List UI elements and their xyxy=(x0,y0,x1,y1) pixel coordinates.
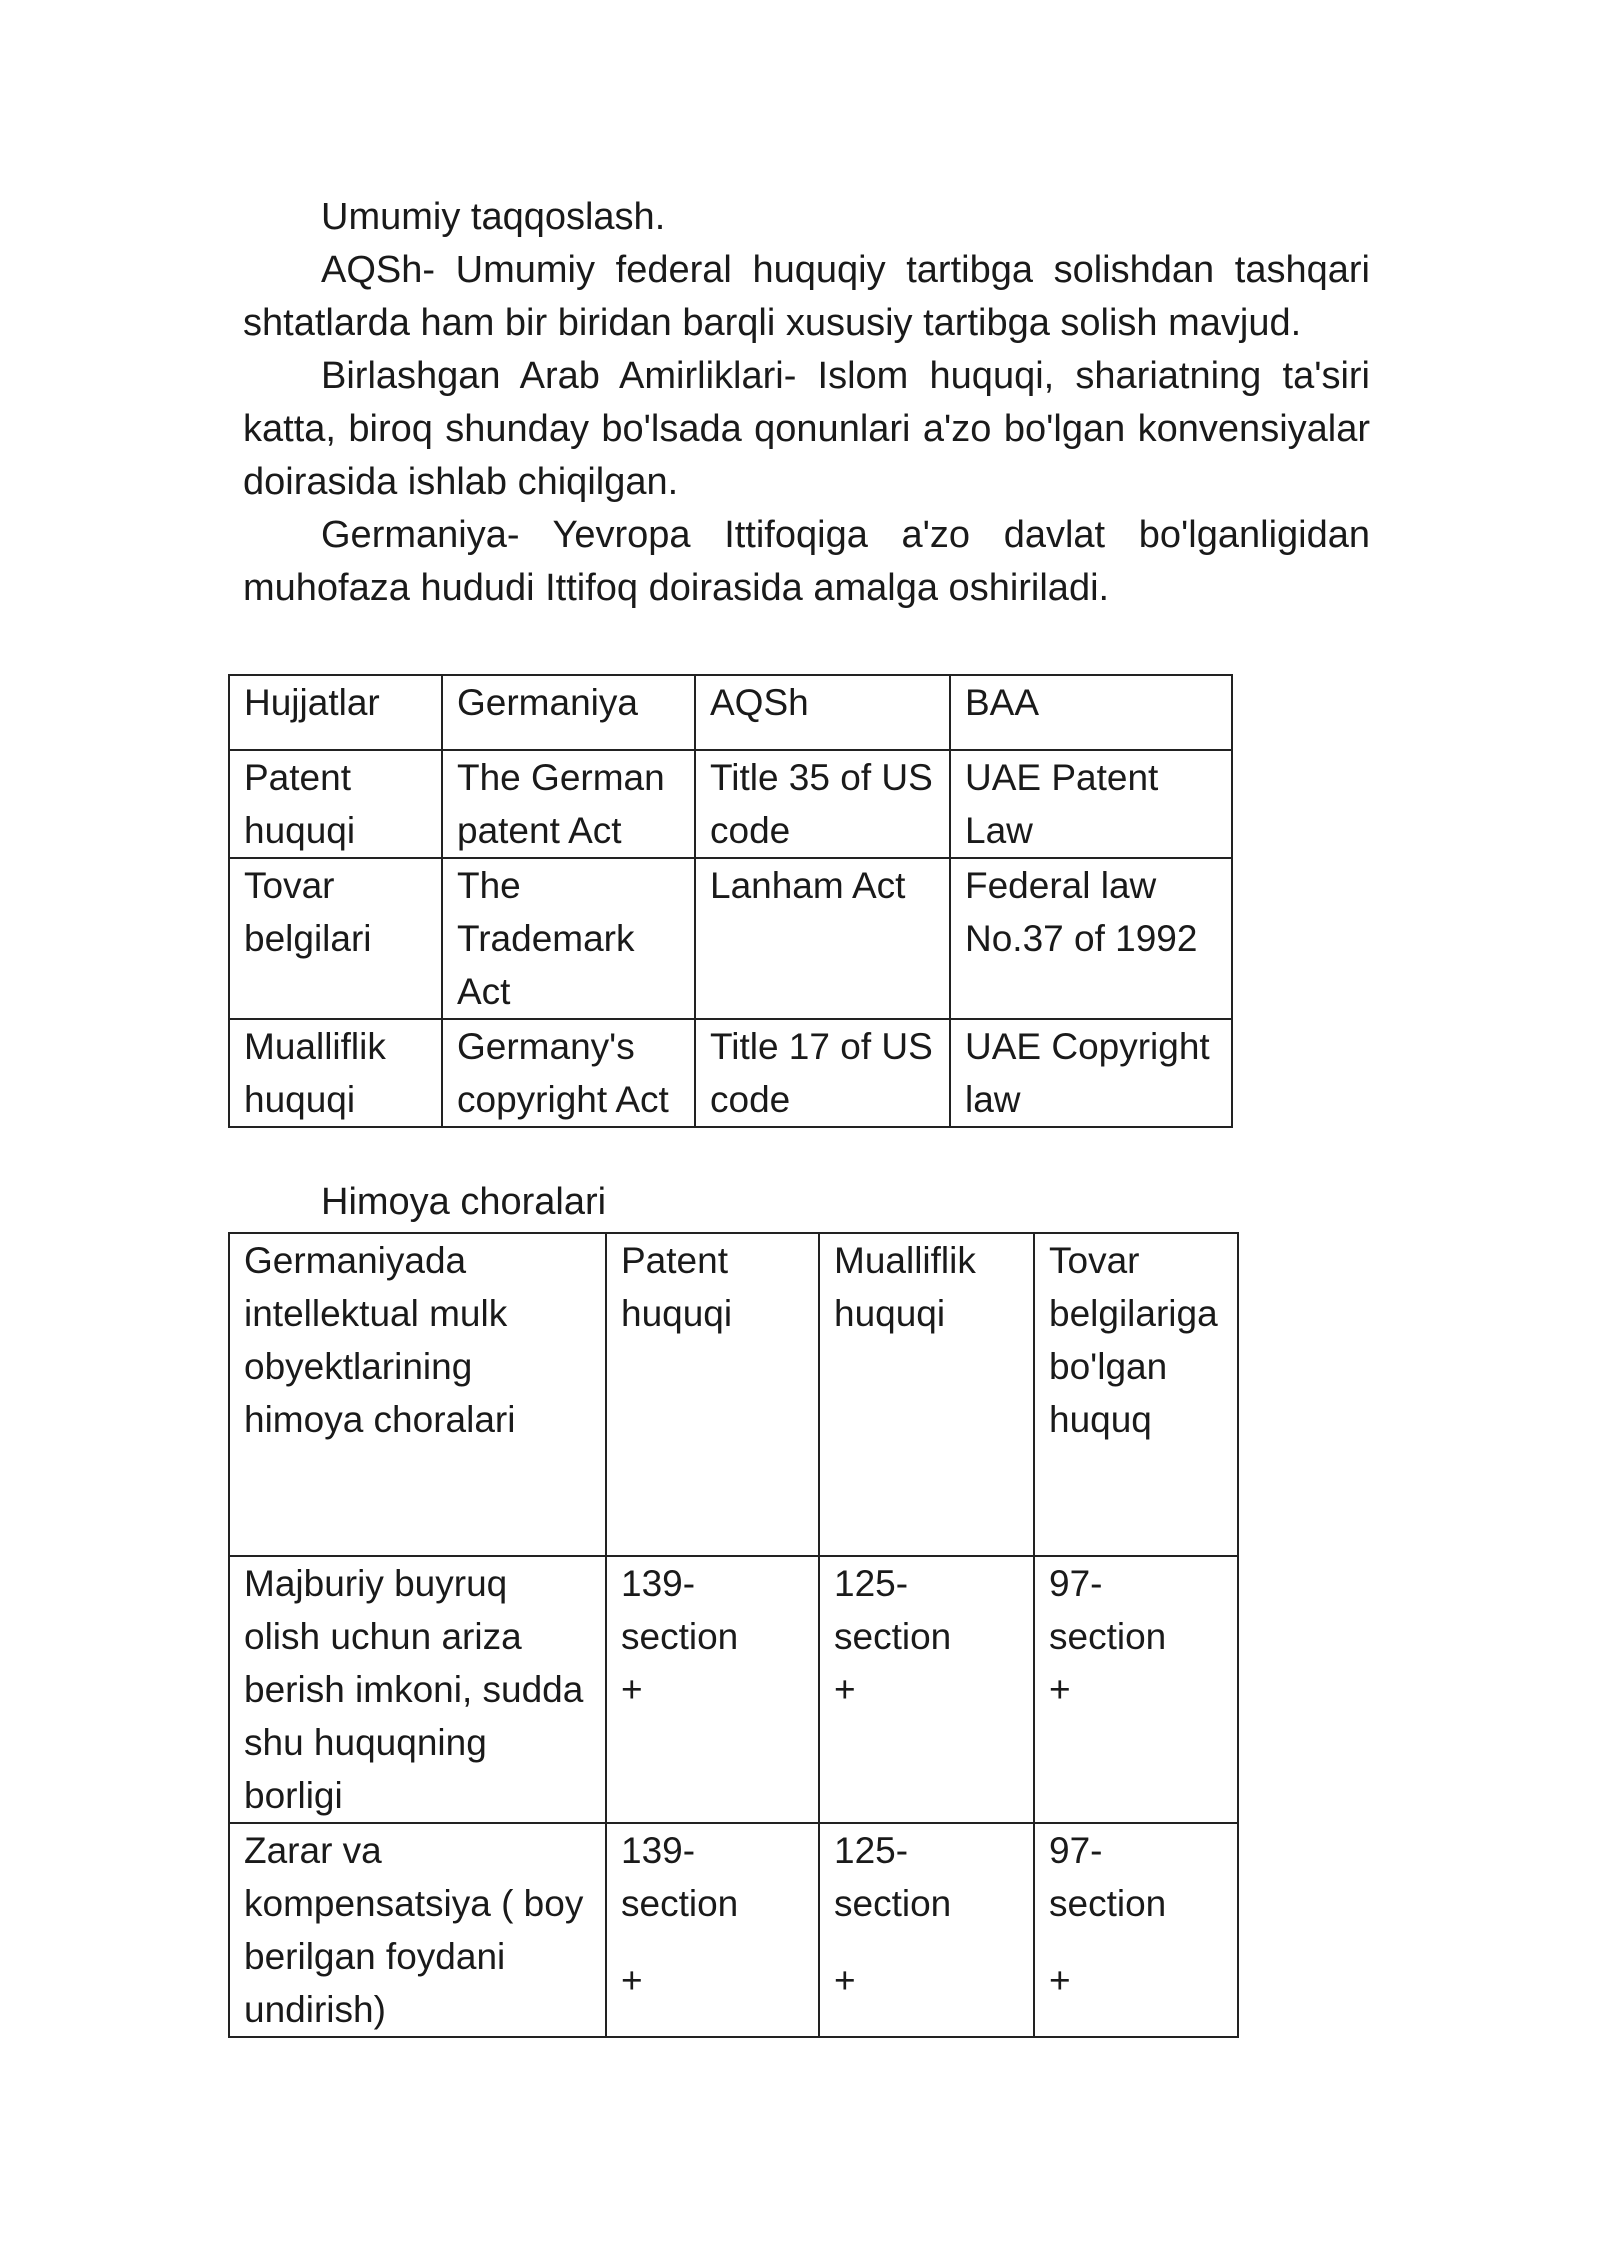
table-cell: Patent huquqi xyxy=(229,750,442,858)
header-cell: Germaniya xyxy=(442,675,695,750)
header-cell: AQSh xyxy=(695,675,950,750)
section-number: 97- xyxy=(1049,1563,1103,1604)
table-cell xyxy=(1034,1823,1238,2037)
table-cell: UAE Copyright law xyxy=(950,1019,1232,1127)
paragraph-uae: Birlashgan Arab Amirliklari- Islom huquqi, shariatning ta'siri katta, biroq shunday bo'lsada qonunlari a'zo bo'lgan konvensiyalar doirasida ishlab chiqilgan. xyxy=(243,355,1370,503)
section-word: section xyxy=(1049,1616,1167,1657)
table-row xyxy=(229,858,1232,1019)
header-cell: Tovar belgilariga bo'lgan huquq xyxy=(1034,1233,1238,1556)
section-number: 125- xyxy=(834,1563,909,1604)
table-cell: Title 35 of US code xyxy=(695,750,950,858)
table-cell xyxy=(1034,1556,1238,1823)
section-number: 125- xyxy=(834,1830,909,1871)
table-cell: Germany's copyright Act xyxy=(442,1019,695,1127)
table-row xyxy=(229,750,1232,858)
table-cell: The Trademark Act xyxy=(442,858,695,1019)
section-word: section xyxy=(621,1883,739,1924)
table-cell: The German patent Act xyxy=(442,750,695,858)
plus-mark: + xyxy=(834,1669,856,1710)
section-word: section xyxy=(834,1883,952,1924)
table-cell: Federal law No.37 of 1992 xyxy=(950,858,1232,1019)
table-cell: Tovar belgilari xyxy=(229,858,442,1019)
section-word: section xyxy=(1049,1883,1167,1924)
documents-table xyxy=(228,674,1233,1128)
intro-text xyxy=(243,191,1370,615)
header-cell: BAA xyxy=(950,675,1232,750)
plus-mark: + xyxy=(1049,1669,1071,1710)
table-cell xyxy=(606,1556,819,1823)
row-label: Majburiy buyruq olish uchun ariza berish imkoni, sudda shu huquqning borligi xyxy=(229,1556,606,1823)
section-word: section xyxy=(834,1616,952,1657)
paragraph-heading: Umumiy taqqoslash. xyxy=(321,196,666,238)
table-cell xyxy=(606,1823,819,2037)
header-cell: Germaniyada intellektual mulk obyektlarining himoya choralari xyxy=(229,1233,606,1556)
row-label: Zarar va kompensatsiya ( boy berilgan foydani undirish) xyxy=(229,1823,606,2037)
paragraph-germany: Germaniya- Yevropa Ittifoqiga a'zo davlat bo'lganligidan muhofaza hududi Ittifoq doirasida amalga oshiriladi. xyxy=(243,514,1370,609)
table-header-row xyxy=(229,675,1232,750)
section-number: 139- xyxy=(621,1830,696,1871)
section-number: 97- xyxy=(1049,1830,1103,1871)
section-number: 139- xyxy=(621,1563,696,1604)
paragraph-usa: AQSh- Umumiy federal huquqiy tartibga solishdan tashqari shtatlarda ham bir biridan barqli xususiy tartibga solish mavjud. xyxy=(243,249,1370,344)
plus-mark: + xyxy=(1049,1960,1071,2001)
table-row xyxy=(229,1019,1232,1127)
measures-table xyxy=(228,1232,1239,2038)
table-cell xyxy=(819,1823,1034,2037)
plus-mark: + xyxy=(621,1960,643,2001)
section-word: section xyxy=(621,1616,739,1657)
table-cell: UAE Patent Law xyxy=(950,750,1232,858)
table-cell: Mualliflik huquqi xyxy=(229,1019,442,1127)
header-cell: Mualliflik huquqi xyxy=(819,1233,1034,1556)
plus-mark: + xyxy=(834,1960,856,2001)
table-cell xyxy=(819,1556,1034,1823)
header-cell: Patent huquqi xyxy=(606,1233,819,1556)
plus-mark: + xyxy=(621,1669,643,1710)
header-cell: Hujjatlar xyxy=(229,675,442,750)
measures-caption: Himoya choralari xyxy=(321,1181,607,1223)
table-cell: Lanham Act xyxy=(695,858,950,1019)
table-header-row xyxy=(229,1233,1238,1556)
table-row xyxy=(229,1823,1238,2037)
table-cell: Title 17 of US code xyxy=(695,1019,950,1127)
table-row xyxy=(229,1556,1238,1823)
